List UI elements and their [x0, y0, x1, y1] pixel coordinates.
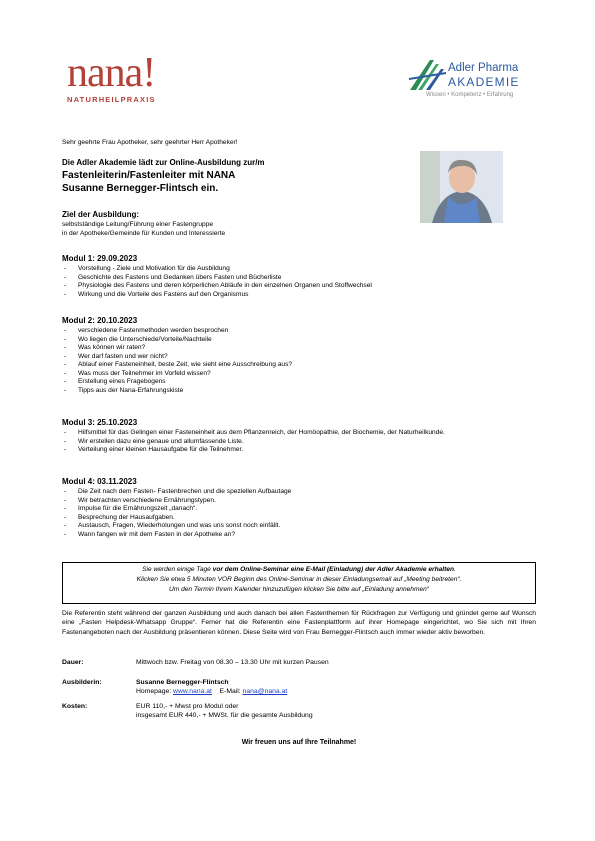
list-item: - Was muss der Teilnehmer im Vorfeld wissen? [62, 370, 537, 379]
closing-line: Wir freuen uns auf Ihre Teilnahme! [241, 739, 357, 746]
list-item: - Was können wir raten? [62, 344, 537, 353]
module-title: Modul 2: 20.10.2023 [62, 316, 138, 325]
module-1 [62, 254, 537, 299]
list-item: - Tipps aus der Nana-Erfahrungskiste [62, 387, 537, 396]
goal-line-1: selbstständige Leitung/Führung einer Fastengruppe [62, 221, 214, 228]
kosten-line-1: EUR 110,- + Mwst pro Modul oder [136, 703, 239, 710]
list-item: - Austausch, Fragen, Wiederholungen und was uns sonst noch einfällt. [62, 522, 537, 531]
online-seminar-notice [62, 562, 536, 604]
referentin-paragraph: Die Referentin steht während der ganzen Ausbildung und auch danach bei allen Fastenthemen für Rückfragen zur Verfügung und gründet gerne auf Wunsch eine „Fasten Helpdesk-Whatsapp Gruppe“. Ferner hat die Referentin eine Fastenplattform auf ihrer Homepage eingerichtet, wo Sie sich mit Ihren Fastenangeboten nach der Ausbildung präsentieren können. Diese Seite wird von Frau Bernegger-Flintsch auch immer wieder aktiv beworben. [62, 610, 536, 636]
list-item: - Geschichte des Fastens und Gedanken übers Fasten und Bücherliste [62, 274, 537, 283]
adler-tagline: Wissen • Kompetenz • Erfahrung [426, 92, 514, 98]
module-4 [62, 477, 537, 539]
dauer-value: Mittwoch bzw. Freitag von 08.30 – 13.30 Uhr mit kurzen Pausen [136, 659, 329, 666]
module-title: Modul 3: 25.10.2023 [62, 418, 138, 427]
list-item: - Wo liegen die Unterschiede/Vorteile/Nachteile [62, 336, 537, 345]
list-item: - Hilfsmittel für das Gelingen einer Fasteneinheit aus dem Pflanzenreich, der Homöopathie, der Biochemie, der Naturheilkunde. [62, 429, 537, 438]
list-item: - verschiedene Fastenmethoden werden besprochen [62, 327, 537, 336]
nana-logo-word: nana! [67, 50, 156, 96]
speaker-photo [420, 151, 503, 223]
module-3 [62, 418, 537, 455]
list-item: - Besprechung der Hausaufgaben. [62, 514, 537, 523]
list-item: - Vorstellung - Ziele und Motivation für die Ausbildung [62, 265, 537, 274]
list-item: - Die Zeit nach dem Fasten- Fastenbrechen und die speziellen Aufbautage [62, 488, 537, 497]
email-link[interactable]: nana@nana.at [242, 688, 288, 695]
list-item: - Ablauf einer Fasteneinheit, beste Zeit, wie sieht eine Ausschreibung aus? [62, 361, 537, 370]
homepage-label: Homepage: [136, 688, 174, 695]
goal-line-2: in der Apotheke/Gemeinde für Kunden und Interessierte [62, 230, 226, 237]
ausbilderin-name: Susanne Bernegger-Flintsch [136, 679, 229, 686]
module-title: Modul 1: 29.09.2023 [62, 254, 138, 263]
title-line-1: Fastenleiterin/Fastenleiter mit NANA [62, 170, 236, 181]
list-item: - Wann fangen wir mit dem Fasten in der Apotheke an? [62, 531, 537, 540]
goal-heading: Ziel der Ausbildung: [62, 210, 140, 219]
title-line-2: Susanne Bernegger-Flintsch ein. [62, 183, 219, 194]
nana-logo-sub: NATURHEILPRAXIS [67, 95, 156, 104]
adler-logo-mark-icon [408, 58, 448, 92]
dauer-label: Dauer: [62, 659, 84, 666]
notice-line-2: Klicken Sie etwa 5 Minuten VOR Beginn des Online-Seminar in dieser Einladungsemail auf „Meeting beitreten“. [136, 576, 462, 583]
module-title: Modul 4: 03.11.2023 [62, 477, 137, 486]
kosten-line-2: insgesamt EUR 440,- + MWSt. für die gesamte Ausbildung [136, 712, 313, 719]
list-item: - Wir erstellen dazu eine genaue und allumfassende Liste. [62, 438, 537, 447]
notice-line-3: Um den Termin Ihrem Kalender hinzuzufügen klicken Sie bitte auf „Einladung annehmen“ [169, 586, 429, 593]
adler-akademie: AKADEMIE [448, 75, 520, 89]
list-item: - Impulse für die Ernährungszeit „danach“. [62, 505, 537, 514]
list-item: - Verteilung einer kleinen Hausaufgabe für die Teilnehmer. [62, 446, 537, 455]
email-label: E-Mail: [219, 688, 243, 695]
person-photo-icon [420, 151, 503, 223]
list-item: - Wirkung und die Vorteile des Fastens auf den Organismus [62, 291, 537, 300]
ausbilderin-label: Ausbilderin: [62, 679, 102, 686]
adler-akademie-logo [408, 58, 538, 108]
list-item: - Erstellung eines Fragebogens [62, 378, 537, 387]
list-item: - Wir betrachten verschiedene Ernährungstypen. [62, 497, 537, 506]
notice-line-1: Sie werden einige Tage vor dem Online-Seminar eine E-Mail (Einladung) der Adler Akademie erhalten. [142, 566, 456, 573]
invite-line: Die Adler Akademie lädt zur Online-Ausbildung zur/m [62, 158, 265, 167]
salutation: Sehr geehrte Frau Apotheker, sehr geehrter Herr Apotheker! [62, 139, 238, 146]
kosten-label: Kosten: [62, 703, 88, 710]
nana-logo [67, 52, 156, 104]
list-item: - Physiologie des Fastens und deren körperlichen Abläufe in den einzelnen Organen und Stoffwechsel [62, 282, 537, 291]
homepage-link[interactable]: www.nana.at [173, 688, 212, 695]
adler-title: Adler Pharma [448, 62, 519, 74]
module-2 [62, 316, 537, 395]
list-item: - Wer darf fasten und wer nicht? [62, 353, 537, 362]
